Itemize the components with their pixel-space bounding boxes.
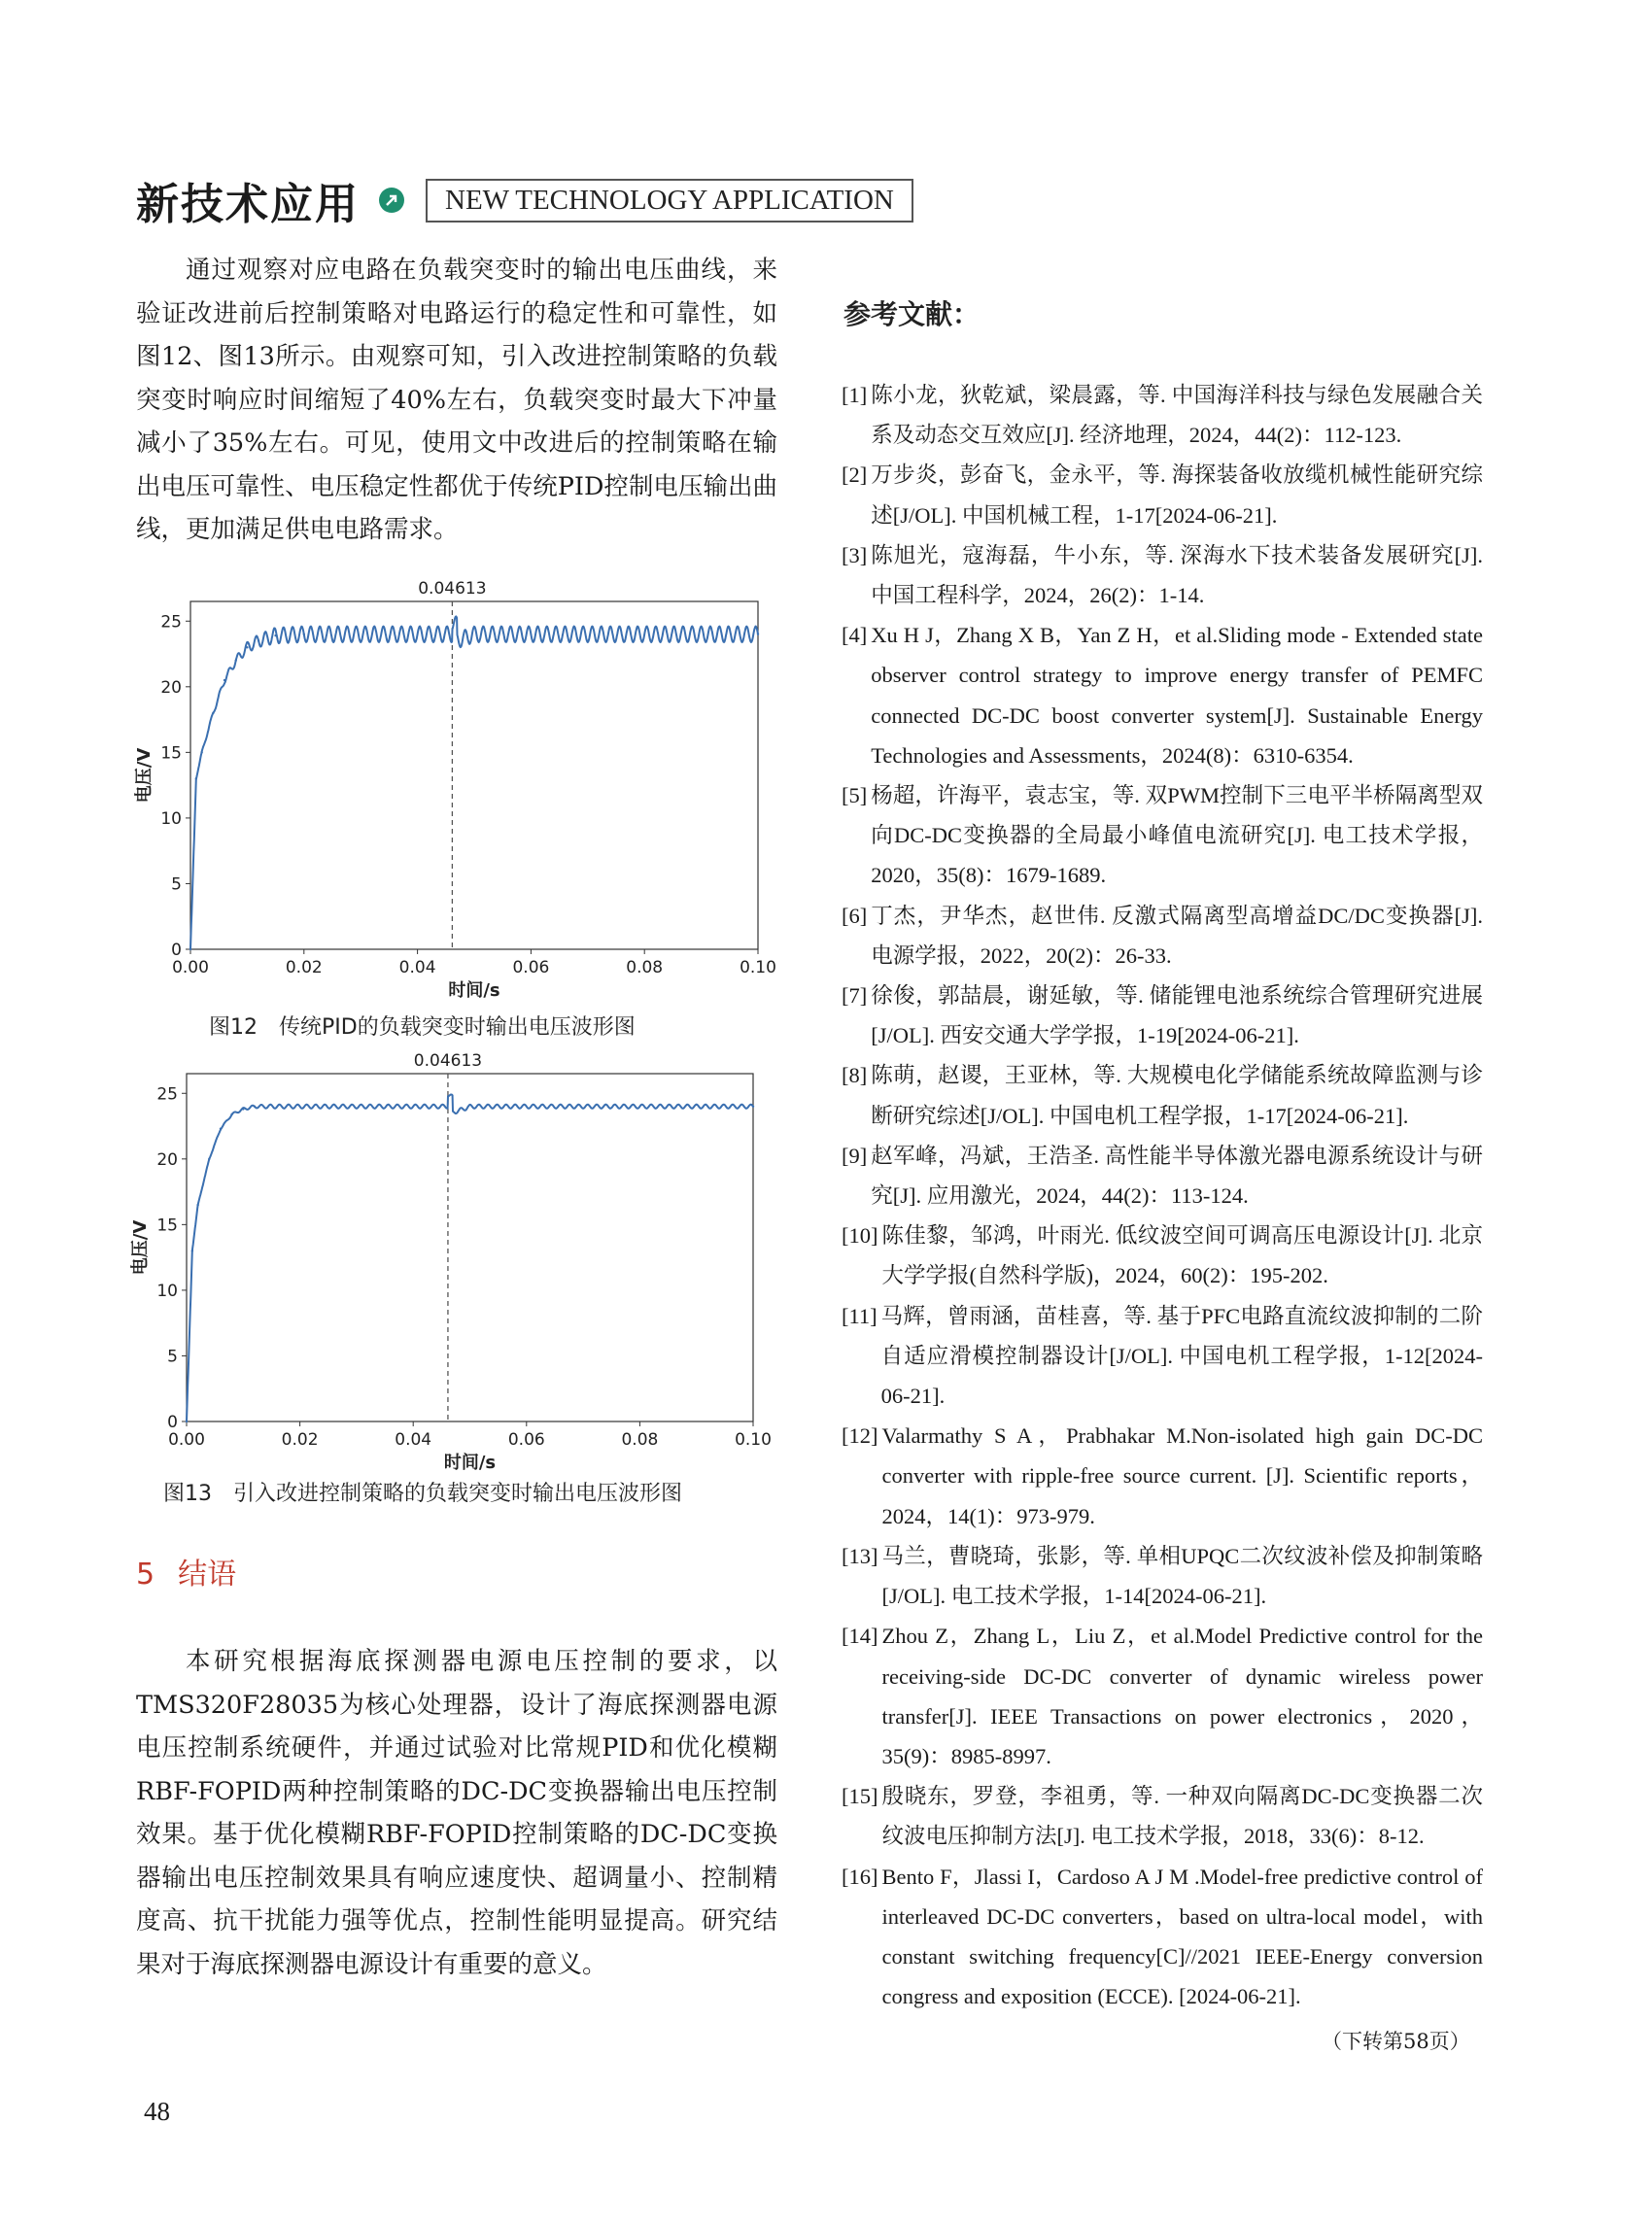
data-point [242,1108,244,1110]
x-tick-label: 0.08 [626,958,664,977]
y-tick-label: 10 [160,808,182,829]
reference-number: [4] [842,623,868,648]
data-point [274,634,276,636]
reference-text: 马兰，曹晓琦，张影，等. 单相UPQC二次纹波补偿及抑制策略[J/OL]. 电工技术学报，1-14[2024-06-21]. [881,1543,1483,1609]
x-axis-label: 时间/s [448,980,500,1001]
figure-12-caption: 图12 传统PID的负载突变时输出电压波形图 [209,1015,636,1040]
x-tick-label: 0.00 [168,1430,205,1450]
reference-number: [7] [842,983,868,1009]
reference-item [842,1776,1483,1856]
reference-text: Bento F，Jlassi I，Cardoso A J M .Model-free predictive control of interleaved DC-DC converters，based on ultra-local model，with constant switching frequency[C]//2021 IEEE-Energy conversion congress and exposition (ECCE). [2024-06-21]. [881,1864,1483,2009]
voltage-series-line [187,1095,753,1422]
reference-number: [14] [842,1624,878,1649]
y-tick-label: 15 [160,743,182,764]
x-tick-label: 0.10 [740,958,776,977]
data-point [191,1250,193,1251]
reference-text: Xu H J，Zhang X B，Yan Z H，et al.Sliding mode - Extended state observer control strategy to improve energy transfer of PEMFC connected DC-DC boost converter system[J]. Sustainable Energy Technologies and Assessments，2024(8)：6310-6354. [871,623,1483,768]
reference-text: 万步炎，彭奋飞，金永平，等. 海探装备收放缆机械性能研究综述[J/OL]. 中国机械工程，1-17[2024-06-21]. [871,462,1483,528]
references-title: 参考文献： [843,298,981,330]
reference-text: 陈萌，赵谡，王亚林，等. 大规模电化学储能系统故障监测与诊断研究综述[J/OL]. 中国电机工程学报，1-17[2024-06-21]. [871,1063,1483,1128]
reference-text: 陈旭光，寇海磊，牛小东，等. 深海水下技术装备发展研究[J]. 中国工程科学，2024，26(2)：1-14. [871,542,1483,608]
reference-item [842,976,1483,1055]
x-tick-label: 0.04 [398,958,436,977]
arrow-up-right-icon [379,188,404,213]
y-axis-label: 电压/V [130,1219,151,1276]
section-header [136,171,913,229]
reference-number: [9] [842,1143,868,1168]
x-tick-label: 0.06 [512,958,550,977]
figure-13-chart [130,1051,797,1487]
body-paragraph: 通过观察对应电路在负载突变时的输出电压曲线，来验证改进前后控制策略对电路运行的稳定性和可靠性，如图12、图13所示。由观察可知，引入改进控制策略的负载突变时响应时间缩短了40%左右，负载突变时最大下冲量减小了35%左右。可见，使用文中改进后的控制策略在输出电压可靠性、电压稳定性都优于传统PID控制电压输出曲线，更加满足供电电路需求。 [136,256,777,544]
reference-number: [5] [842,783,868,808]
y-tick-label: 15 [156,1216,178,1236]
x-tick-label: 0.08 [621,1430,659,1450]
y-tick-label: 5 [171,874,182,895]
plot-frame [190,601,758,949]
section-number: 5 [136,1558,155,1592]
y-tick-label: 0 [171,941,182,960]
y-tick-label: 0 [167,1413,178,1432]
reference-item [842,615,1483,775]
section-title-cn: 新技术应用 [136,180,360,229]
y-tick-label: 20 [160,677,182,698]
data-point [757,634,759,635]
data-point [186,1421,188,1422]
reference-item [842,1136,1483,1216]
reference-text: 陈小龙，狄乾斌，梁晨露，等. 中国海洋科技与绿色发展融合关系及动态交互效应[J]. 经济地理，2024，44(2)：112-123. [871,383,1483,448]
reference-number: [3] [842,542,868,567]
reference-item [842,1616,1483,1776]
voltage-series-line [190,617,758,950]
reference-number: [10] [842,1223,878,1249]
section-title: 结语 [178,1558,237,1592]
reference-text: 赵军峰，冯斌，王浩圣. 高性能半导体激光器电源系统设计与研究[J]. 应用激光，2024，44(2)：113-124. [871,1143,1483,1209]
data-point [200,751,202,753]
reference-item [842,375,1483,455]
conclusion-paragraph: 本研究根据海底探测器电源电压控制的要求，以TMS320F28035为核心处理器，设计了海底探测器电源电压控制系统硬件，并通过试验对比常规PID和优化模糊RBF-FOPID两种控制策略的DC-DC变换器输出电压控制效果。基于优化模糊RBF-FOPID控制策略的DC-DC变换器输出电压控制效果具有响应速度快、超调量小、控制精度高、抗干扰能力强等优点，控制性能明显提高。研究结果对于海底探测器电源设计有重要的意义。 [136,1647,777,1979]
x-tick-label: 0.06 [507,1430,545,1450]
reference-text: 杨超，许海平，袁志宝，等. 双PWM控制下三电平半桥隔离型双向DC-DC变换器的全局最小峰值电流研究[J]. 电工技术学报，2020，35(8)：1679-1689. [871,783,1483,888]
data-point [303,634,305,635]
y-tick-label: 5 [167,1347,178,1367]
data-point [224,679,225,681]
data-point [208,1158,210,1160]
x-tick-label: 0.00 [172,958,209,977]
reference-item [842,896,1483,976]
data-point [212,712,214,714]
reference-item [842,455,1483,534]
data-point [752,1106,754,1108]
reference-list [842,375,1483,2016]
x-tick-label: 0.02 [285,958,323,977]
figure-13-caption: 图13 引入改进控制策略的负载突变时输出电压波形图 [163,1482,682,1506]
reference-text: 马辉，曾雨涵，苗桂喜，等. 基于PFC电路直流纹波抑制的二阶自适应滑模控制器设计[J/OL]. 中国电机工程学报，1-12[2024-06-21]. [880,1303,1483,1409]
data-point [230,1113,232,1115]
y-tick-label: 25 [156,1084,178,1105]
x-tick-label: 0.02 [281,1430,319,1450]
data-point [254,1106,256,1108]
left-column-bottom [136,1640,777,1986]
y-axis-label: 电压/V [134,747,155,804]
reference-text: 丁杰，尹华杰，赵世伟. 反激式隔离型高增益DC/DC变换器[J]. 电源学报，2022，20(2)：26-33. [871,903,1483,968]
reference-number: [2] [842,462,868,488]
figure-13 [130,1051,797,1490]
reference-item [842,1216,1483,1295]
data-point [258,639,259,641]
marker-label: 0.04613 [418,579,487,599]
reference-number: [11] [842,1303,878,1328]
data-point [246,646,248,648]
continued-note: （下转第58页） [1322,2030,1470,2053]
reference-item [842,535,1483,615]
reference-item [842,1055,1483,1135]
reference-item [842,775,1483,896]
y-tick-label: 20 [156,1149,178,1170]
figure-12 [136,575,797,1016]
left-column-top [136,249,777,552]
reference-number: [8] [842,1063,868,1088]
data-point [235,660,237,662]
data-point [220,1128,222,1130]
reference-number: [12] [842,1423,878,1449]
reference-text: 殷晓东，罗登，李祖勇，等. 一种双向隔离DC-DC变换器二次纹波电压抑制方法[J]. 电工技术学报，2018，33(6)：8-12. [881,1784,1483,1849]
marker-label: 0.04613 [413,1051,483,1071]
reference-item [842,1536,1483,1616]
reference-text: 陈佳黎，邹鸿，叶雨光. 低纹波空间可调高压电源设计[J]. 北京大学学报(自然科学版)，2024，60(2)：195-202. [881,1223,1483,1288]
reference-number: [13] [842,1543,878,1568]
reference-text: Valarmathy S A，Prabhakar M.Non-isolated high gain DC-DC converter with ripple-free source current. [J]. Scientific reports，2024，14(1)：973-979. [881,1423,1483,1528]
reference-text: Zhou Z，Zhang L，Liu Z，et al.Model Predictive control for the receiving-side DC-DC converter of dynamic wireless power transfer[J]. IEEE Transactions on power electronics，2020，35(9)：8985-8997. [881,1624,1483,1768]
reference-item [842,1857,1483,2017]
x-tick-label: 0.04 [395,1430,432,1450]
plot-frame [187,1074,753,1421]
section-title-en: NEW TECHNOLOGY APPLICATION [426,179,913,223]
figure-12-chart [136,575,797,1012]
reference-number: [6] [842,903,868,928]
reference-text: 徐俊，郭喆晨，谢延敏，等. 储能锂电池系统综合管理研究进展[J/OL]. 西安交通大学学报，1-19[2024-06-21]. [871,983,1483,1048]
x-axis-label: 时间/s [443,1453,497,1473]
reference-item [842,1296,1483,1417]
reference-number: [1] [842,383,868,407]
y-tick-label: 10 [156,1281,178,1301]
reference-number: [16] [842,1864,878,1889]
reference-item [842,1416,1483,1536]
data-point [196,1204,198,1206]
section-5-heading [136,1550,236,1592]
reference-number: [15] [842,1784,878,1809]
page-number: 48 [144,2097,170,2126]
data-point [189,948,191,950]
data-point [195,777,197,779]
x-tick-label: 0.10 [735,1430,772,1450]
y-tick-label: 25 [160,612,182,633]
